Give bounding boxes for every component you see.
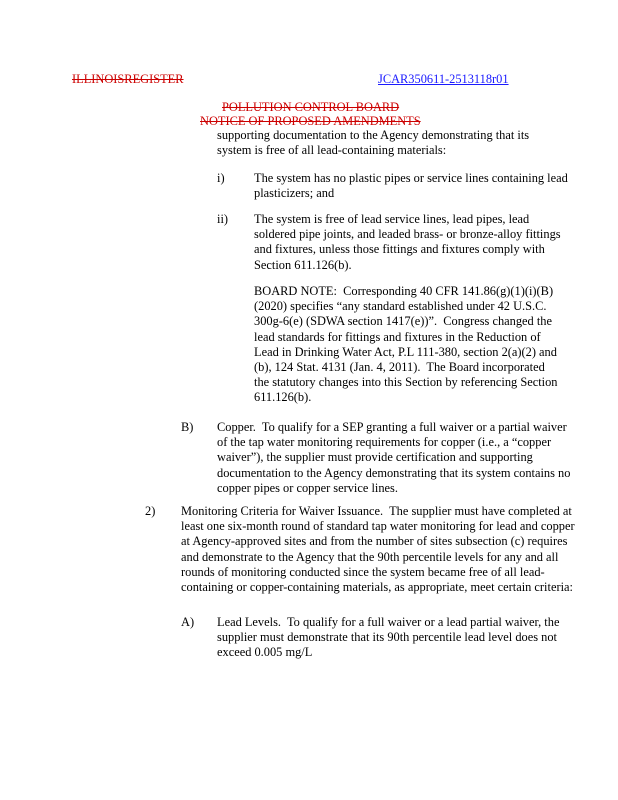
item-ii-label: ii) [217,212,229,226]
jcar-number: JCAR350611-2513118r01 [378,72,509,86]
item-A-text: Lead Levels. To qualify for a full waiver or a lead partial waiver, the supplier must demonstrate that its 90th percentile lead level does not exceed 0.005 mg/L [217,615,563,660]
intro-paragraph: supporting documentation to the Agency demonstrating that its system is free of all lead-containing materials: [217,128,533,158]
item-A-label: A) [181,615,195,629]
agency-name: POLLUTION CONTROL BOARD [222,100,400,114]
item-2-label: 2) [145,504,156,518]
board-note: BOARD NOTE: Corresponding 40 CFR 141.86(g)(1)(i)(B) (2020) specifies “any standard established under 42 U.S.C. 300g-6(e) (SDWA section 1417(e))”. Congress changed the lead standards for fittings and fixtures in the Reduction of Lead in Drinking Water Act, P.L 111-380, section 2(a)(2) and (b), 124 Stat. 4131 (Jan. 4, 2011). The Board incorporated the statutory changes into this Section by referencing Section 611.126(b). [254,284,561,405]
item-i-text: The system has no plastic pipes or service lines containing lead plasticizers; and [254,171,571,201]
register-title: ILLINOISREGISTER [72,72,184,86]
item-ii-text: The system is free of lead service lines, lead pipes, lead soldered pipe joints, and leaded brass- or bronze-alloy fittings and fixtures, unless those fittings and fixtures comply with Section 611.126(b). [254,212,564,272]
item-i-label: i) [217,171,225,185]
item-2-text: Monitoring Criteria for Waiver Issuance. The supplier must have completed at least one six-month round of standard tap water monitoring for lead and copper at Agency-approved sites and from the number of sites subsection (c) requires and demonstrate to the Agency that the 90th percentile levels for any and all rounds of monitoring conducted since the system became free of all lead-containing or copper-containing materials, as appropriate, meet certain criteria: [181,504,578,595]
notice-title: NOTICE OF PROPOSED AMENDMENTS [200,114,421,128]
item-B-text: Copper. To qualify for a SEP granting a full waiver or a partial waiver of the tap water monitoring requirements for copper (i.e., a “copper waiver”), the supplier must provide certification and supporting documentation to the Agency demonstrating that its system contains no copper pipes or copper service lines. [217,420,574,495]
item-B-label: B) [181,420,194,434]
